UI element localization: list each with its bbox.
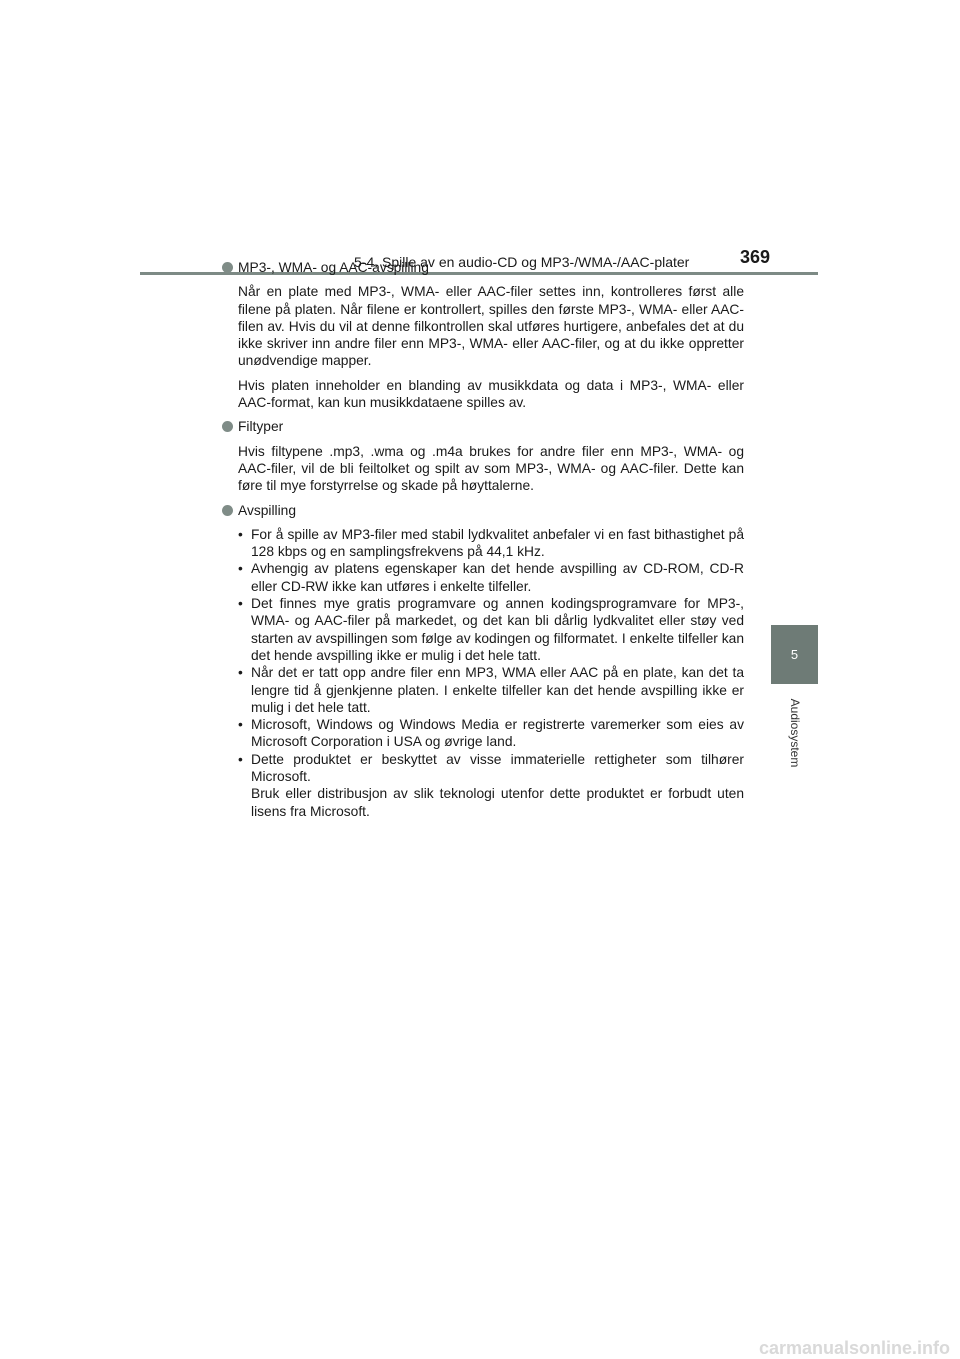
list-marker: • <box>238 561 243 577</box>
list-marker: • <box>238 751 243 767</box>
list-item <box>238 526 744 561</box>
paragraph: Hvis filtypene .mp3, .wma og .m4a brukes for andre filer enn MP3-, WMA- og AAC-filer, vil de bli feiltolket og spilt av som MP3-, WMA- og AAC-filer. Dette kan føre til mye forstyrrelse og skade på høyttalerne. <box>238 443 744 494</box>
list-item <box>238 560 744 595</box>
list-marker: • <box>238 665 243 681</box>
list-item-text: Avhengig av platens egenskaper kan det hende avspilling av CD-ROM, CD-R eller CD-RW ikke kan utføres i enkelte tilfeller. <box>251 561 744 594</box>
list-marker: • <box>238 526 243 542</box>
page-number: 369 <box>740 247 771 267</box>
section-header-title: 5-4. Spille av en audio-CD og MP3-/WMA-/AAC-plater <box>354 254 690 270</box>
bullet-dot-icon <box>222 505 233 516</box>
bullet-dot-icon <box>222 421 233 432</box>
list-item-text: Microsoft, Windows og Windows Media er registrerte varemerker som eies av Microsoft Corporation i USA og øvrige land. <box>251 717 744 750</box>
section-heading <box>222 502 744 519</box>
list-item <box>238 716 744 751</box>
list-item-text: Dette produktet er beskyttet av visse immaterielle rettigheter som tilhører Microsoft. Bruk eller distribusjon av slik teknologi utenfor dette produktet er forbudt uten lisens fra Microsoft. <box>251 751 744 819</box>
watermark: carmanualsonline.info <box>758 1338 950 1358</box>
list-item <box>238 595 744 664</box>
list-marker: • <box>238 717 243 733</box>
list-item <box>238 751 744 820</box>
list-item <box>238 664 744 716</box>
section-file-types <box>222 418 744 494</box>
playback-list <box>238 526 744 820</box>
section-heading-text: Filtyper <box>238 419 284 435</box>
section-mp3-playback <box>222 259 744 411</box>
section-heading-text: MP3-, WMA- og AAC-avspilling <box>238 260 429 275</box>
paragraph: Når en plate med MP3-, WMA- eller AAC-filer settes inn, kontrolleres først alle filene på platen. Når filene er kontrollert, spilles den første MP3-, WMA- eller AAC-filen av. Hvis du vil at denne filkontrollen skal utføres hurtigere, anbefales det at du ikke skriver inn andre filer enn MP3-, WMA- eller AAC-filer, og at du ikke oppretter unødvendige mapper. <box>238 284 744 369</box>
list-item-text: Det finnes mye gratis programvare og annen kodingsprogramvare for MP3-, WMA- og AAC-filer på markedet, og det kan bli dårlig lydkvalitet eller støy ved starten av avspillingen som følge av kodingen og filformatet. I enkelte tilfeller kan det hende avspilling ikke er mulig i det hele tatt. <box>251 596 744 663</box>
section-heading <box>222 259 744 276</box>
bullet-dot-icon <box>222 262 233 273</box>
list-item-text: Når det er tatt opp andre filer enn MP3, WMA eller AAC på en plate, kan det ta lengre tid å gjenkjenne platen. I enkelte tilfeller kan det hende avspilling ikke er mulig i det hele tatt. <box>251 665 744 715</box>
chapter-label: Audiosystem <box>788 698 802 768</box>
section-playback <box>222 502 744 820</box>
list-item-text: For å spille av MP3-filer med stabil lydkvalitet anbefaler vi en fast bithastighet på 128 kbps og en samplingsfrekvens på 44,1 kHz. <box>251 526 744 560</box>
chapter-tab: 5 <box>771 625 818 684</box>
page-content <box>222 259 744 824</box>
section-heading <box>222 418 744 435</box>
paragraph: Hvis platen inneholder en blanding av musikkdata og data i MP3-, WMA- eller AAC-format, kan kun musikkdataene spilles av. <box>238 377 744 411</box>
list-marker: • <box>238 596 243 612</box>
section-heading-text: Avspilling <box>238 502 297 518</box>
